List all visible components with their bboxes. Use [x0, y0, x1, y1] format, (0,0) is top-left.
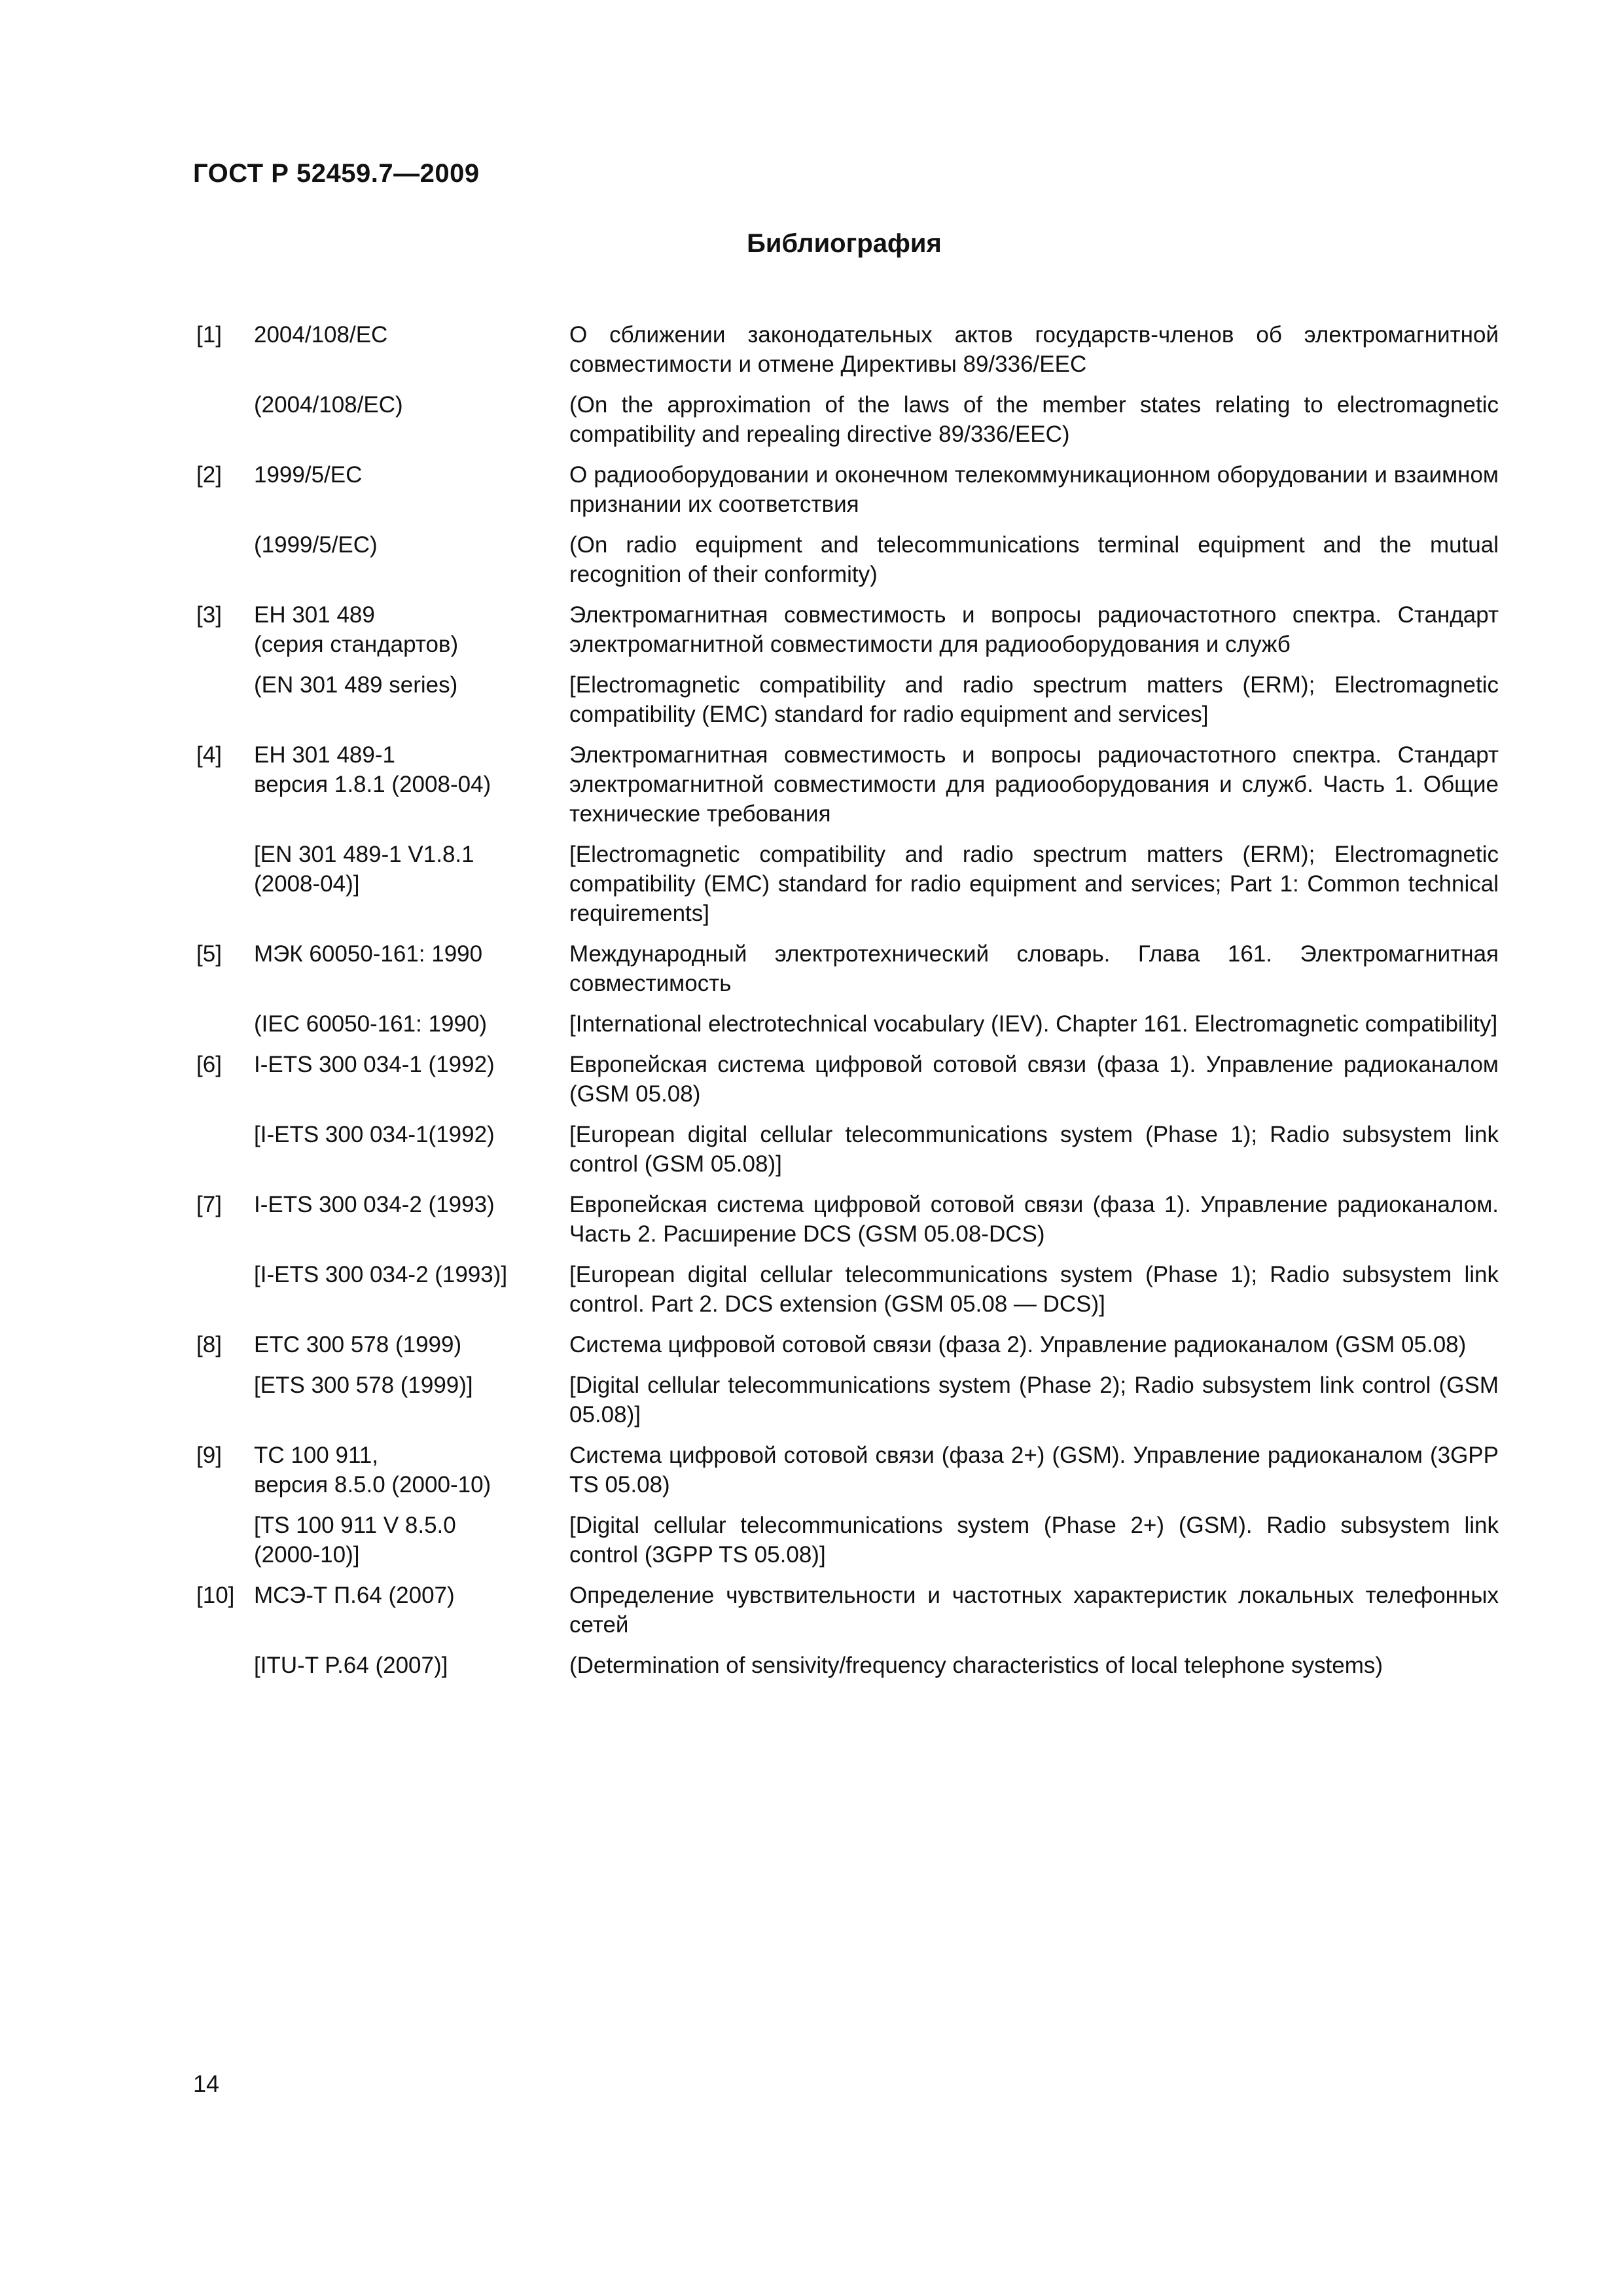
entry-code: ЕН 301 489-1 версия 1.8.1 (2008-04): [254, 742, 491, 797]
entry-number: [7]: [196, 1192, 222, 1217]
entry-description: [Electromagnetic compatibility and radio spectrum matters (ERM); Electromagnetic compatibility (EMC) standard for radio equipment and services]: [569, 672, 1499, 727]
entry-description: [Digital cellular telecommunications system (Phase 2+) (GSM). Radio subsystem link control (3GPP TS 05.08)]: [569, 1513, 1499, 1568]
bibliography-entry: [196, 1511, 1499, 1570]
entry-description: О радиооборудовании и оконечном телекоммуникационном оборудовании и взаимном признании их соответствия: [569, 462, 1499, 517]
bibliography-entry: [196, 1651, 1499, 1680]
bibliography-entry: [196, 460, 1499, 519]
entry-number: [6]: [196, 1052, 222, 1077]
entry-code: МСЭ-Т П.64 (2007): [254, 1583, 455, 1608]
entry-number: [8]: [196, 1332, 222, 1357]
entry-number: [5]: [196, 941, 222, 967]
entry-number: [9]: [196, 1443, 222, 1468]
entry-number: [196, 840, 254, 928]
bibliography-entry: [196, 670, 1499, 729]
entry-description: Международный электротехнический словарь. Глава 161. Электромагнитная совместимость: [569, 941, 1499, 996]
entry-description: (On radio equipment and telecommunications terminal equipment and the mutual recognition of their conformity): [569, 532, 1499, 587]
entry-number: [4]: [196, 742, 222, 768]
entry-code: (EN 301 489 series): [254, 672, 458, 698]
entry-code: 1999/5/ЕС: [254, 462, 363, 488]
entry-code: [I-ETS 300 034-1(1992): [254, 1122, 495, 1147]
bibliography-entry: [196, 1441, 1499, 1499]
entry-number: [196, 1511, 254, 1570]
bibliography-entry: [196, 1190, 1499, 1249]
bibliography-entry: [196, 939, 1499, 998]
bibliography-entry: [196, 1120, 1499, 1179]
entry-description: Определение чувствительности и частотных характеристик локальных телефонных сетей: [569, 1583, 1499, 1638]
entry-code: [EN 301 489-1 V1.8.1 (2008-04)]: [254, 842, 474, 897]
entry-description: Система цифровой сотовой связи (фаза 2). Управление радиоканалом (GSM 05.08): [569, 1332, 1467, 1357]
entry-number: [196, 390, 254, 449]
entry-code: (IEC 60050-161: 1990): [254, 1011, 488, 1037]
entry-description: [Digital cellular telecommunications system (Phase 2); Radio subsystem link control (GSM 05.08)]: [569, 1372, 1499, 1427]
entry-number: [10]: [196, 1583, 235, 1608]
entry-code: [ITU-T P.64 (2007)]: [254, 1653, 448, 1678]
entry-code: [I-ETS 300 034-2 (1993)]: [254, 1262, 508, 1287]
entry-number: [2]: [196, 462, 222, 488]
bibliography-entry: [196, 1330, 1499, 1359]
entry-code: [ETS 300 578 (1999)]: [254, 1372, 473, 1398]
entry-code: ЕТС 300 578 (1999): [254, 1332, 462, 1357]
entry-code: МЭК 60050-161: 1990: [254, 941, 483, 967]
page-number: 14: [193, 2070, 220, 2097]
entry-code: 2004/108/ЕС: [254, 322, 388, 348]
bibliography-entry: [196, 320, 1499, 379]
entry-number: [196, 1009, 254, 1039]
bibliography-entry: [196, 1581, 1499, 1640]
entry-description: [Electromagnetic compatibility and radio spectrum matters (ERM); Electromagnetic compatibility (EMC) standard for radio equipment and services; Part 1: Common technical requirements]: [569, 842, 1499, 926]
entry-description: О сближении законодательных актов государств-членов об электромагнитной совместимости и отмене Директивы 89/336/EEC: [569, 322, 1499, 377]
bibliography-entry: [196, 530, 1499, 589]
page-title: Библиография: [747, 229, 942, 258]
entry-description: Европейская система цифровой сотовой связи (фаза 1). Управление радиоканалом (GSM 05.08): [569, 1052, 1499, 1107]
document-header: ГОСТ Р 52459.7—2009: [193, 159, 480, 188]
entry-description: [European digital cellular telecommunications system (Phase 1); Radio subsystem link control (GSM 05.08)]: [569, 1122, 1499, 1177]
bibliography-entry: [196, 1009, 1499, 1039]
entry-description: [European digital cellular telecommunications system (Phase 1); Radio subsystem link control. Part 2. DCS extension (GSM 05.08 — DCS)]: [569, 1262, 1499, 1317]
entry-code: [TS 100 911 V 8.5.0 (2000-10)]: [254, 1513, 456, 1568]
bibliography-entry: [196, 1050, 1499, 1109]
entry-description: Электромагнитная совместимость и вопросы радиочастотного спектра. Стандарт электромагнитной совместимости для радиооборудования и служб: [569, 602, 1499, 657]
entry-number: [196, 1371, 254, 1429]
entry-code: (2004/108/EC): [254, 392, 403, 418]
entry-number: [196, 530, 254, 589]
entry-description: [International electrotechnical vocabulary (IEV). Chapter 161. Electromagnetic compatibility]: [569, 1011, 1498, 1037]
entry-number: [3]: [196, 602, 222, 628]
bibliography-list: [196, 320, 1499, 1691]
entry-number: [196, 670, 254, 729]
bibliography-entry: [196, 1260, 1499, 1319]
entry-number: [196, 1260, 254, 1319]
entry-code: ЕН 301 489 (серия стандартов): [254, 602, 459, 657]
entry-code: (1999/5/EC): [254, 532, 378, 558]
bibliography-entry: [196, 840, 1499, 928]
entry-code: ТС 100 911, версия 8.5.0 (2000-10): [254, 1443, 491, 1498]
entry-description: Система цифровой сотовой связи (фаза 2+) (GSM). Управление радиоканалом (3GPP TS 05.08): [569, 1443, 1499, 1498]
bibliography-entry: [196, 1371, 1499, 1429]
entry-description: Электромагнитная совместимость и вопросы радиочастотного спектра. Стандарт электромагнитной совместимости для радиооборудования и служб. Часть 1. Общие технические требования: [569, 742, 1499, 827]
entry-number: [196, 1120, 254, 1179]
entry-description: (Determination of sensivity/frequency characteristics of local telephone systems): [569, 1653, 1383, 1678]
bibliography-entry: [196, 740, 1499, 829]
entry-description: (On the approximation of the laws of the member states relating to electromagnetic compatibility and repealing directive 89/336/EEC): [569, 392, 1499, 447]
entry-number: [1]: [196, 322, 222, 348]
entry-description: Европейская система цифровой сотовой связи (фаза 1). Управление радиоканалом. Часть 2. Расширение DCS (GSM 05.08-DCS): [569, 1192, 1499, 1247]
entry-code: I-ETS 300 034-1 (1992): [254, 1052, 495, 1077]
entry-code: I-ETS 300 034-2 (1993): [254, 1192, 495, 1217]
entry-number: [196, 1651, 254, 1680]
bibliography-entry: [196, 390, 1499, 449]
bibliography-entry: [196, 600, 1499, 659]
